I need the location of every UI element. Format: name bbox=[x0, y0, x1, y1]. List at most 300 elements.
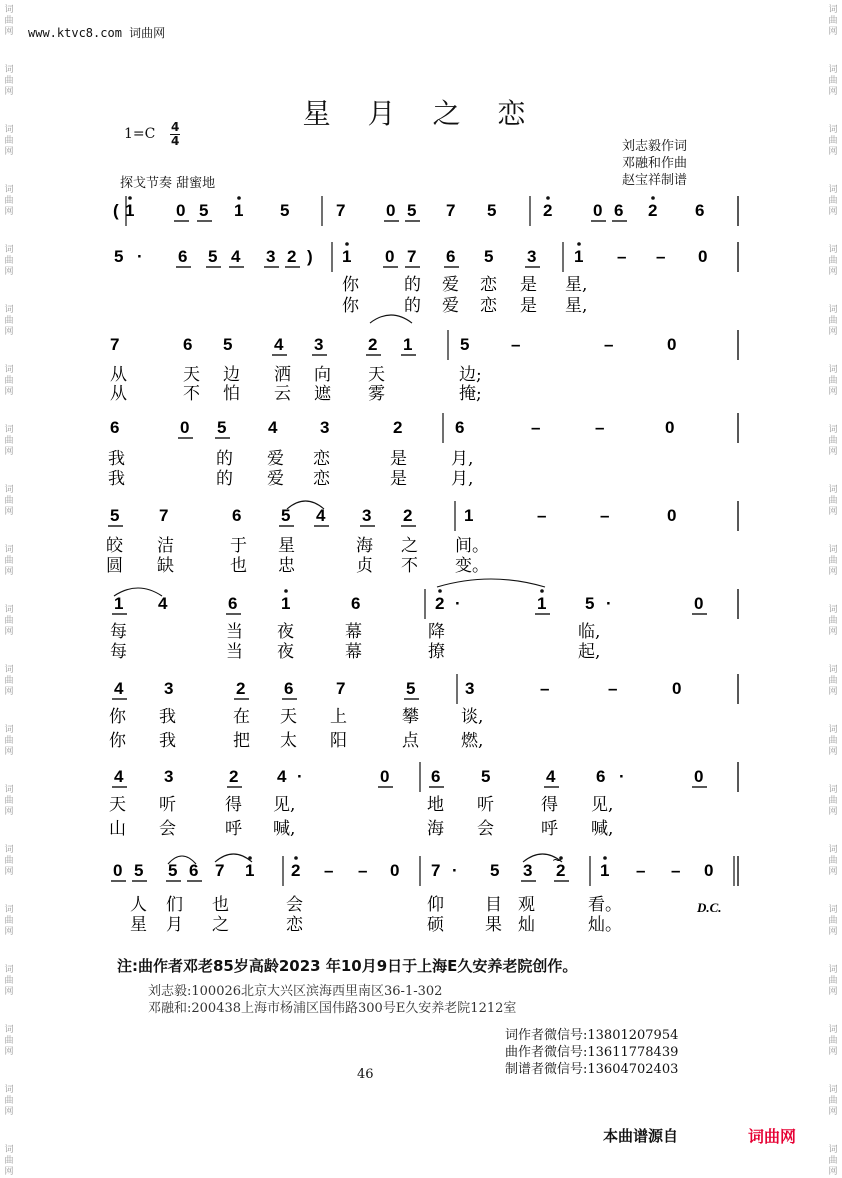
lyric: 是 bbox=[390, 449, 407, 469]
high-octave-dot bbox=[540, 589, 544, 593]
lyric: 果 bbox=[485, 915, 502, 935]
note: 1 bbox=[574, 247, 584, 266]
note: 0 bbox=[385, 247, 395, 266]
note: 3 bbox=[314, 335, 324, 354]
side-watermark-text: 词 曲 网 bbox=[4, 5, 14, 37]
lyric: 忠 bbox=[278, 556, 295, 576]
lyric: 降 bbox=[428, 622, 445, 642]
lyric: 喊, bbox=[591, 819, 614, 839]
side-watermark-text: 词 曲 网 bbox=[4, 905, 14, 937]
side-watermark-text: 词 曲 网 bbox=[828, 65, 838, 97]
lyric: 恋 bbox=[480, 296, 497, 316]
note: 1 bbox=[125, 201, 135, 220]
lyric: 爱 bbox=[442, 275, 459, 295]
note: – bbox=[636, 861, 646, 880]
side-watermark-text: 词 曲 网 bbox=[828, 485, 838, 517]
lyric: 的 bbox=[404, 275, 421, 295]
lyric: 喊, bbox=[273, 819, 296, 839]
lyric: 洁 bbox=[157, 536, 174, 556]
note: 5 bbox=[484, 247, 494, 266]
side-watermark-text: 词 曲 网 bbox=[4, 65, 14, 97]
wechat-composer: 曲作者微信号:13611778439 bbox=[505, 1045, 679, 1060]
side-watermark-text: 词 曲 网 bbox=[828, 185, 838, 217]
note: 3 bbox=[523, 861, 533, 880]
note: – bbox=[595, 418, 605, 437]
lyric: 恋 bbox=[286, 915, 303, 935]
note: · bbox=[452, 861, 458, 880]
note: 1 bbox=[234, 201, 244, 220]
lyric: 不 bbox=[183, 384, 200, 404]
lyric: 山 bbox=[109, 819, 126, 839]
note: 6 bbox=[228, 594, 238, 613]
note: 7 bbox=[215, 861, 225, 880]
note: 6 bbox=[178, 247, 188, 266]
note: 6 bbox=[189, 861, 199, 880]
lyric: 我 bbox=[159, 707, 176, 727]
note: 0 bbox=[694, 594, 704, 613]
side-watermark-text: 词 曲 网 bbox=[828, 125, 838, 157]
note: 1 bbox=[281, 594, 291, 613]
side-watermark-text: 词 曲 网 bbox=[4, 725, 14, 757]
lyric: 爱 bbox=[442, 296, 459, 316]
lyric: 起, bbox=[578, 642, 601, 662]
lyric: 幕 bbox=[345, 622, 362, 642]
lyric: 天 bbox=[183, 365, 200, 385]
lyric: 洒 bbox=[274, 365, 291, 385]
note: 4 bbox=[158, 594, 168, 613]
lyric: 边 bbox=[223, 365, 240, 385]
lyric: 从 bbox=[110, 384, 127, 404]
note: 5 bbox=[406, 679, 416, 698]
lyric: 太 bbox=[280, 731, 297, 751]
note: · bbox=[606, 594, 612, 613]
page-number: 46 bbox=[357, 1067, 374, 1082]
lyric: 恋 bbox=[313, 469, 330, 489]
song-title: 星 月 之 恋 bbox=[302, 97, 540, 130]
note: 3 bbox=[164, 679, 174, 698]
side-watermark-text: 词 曲 网 bbox=[4, 305, 14, 337]
side-watermark-text: 词 曲 网 bbox=[828, 845, 838, 877]
lyric: 于 bbox=[230, 536, 247, 556]
note: 5 bbox=[208, 247, 218, 266]
address-block bbox=[148, 983, 516, 1017]
note: 6 bbox=[431, 767, 441, 786]
side-watermark-text: 词 曲 网 bbox=[4, 1025, 14, 1057]
lyric: 观 bbox=[518, 895, 535, 915]
note: 2 bbox=[403, 506, 413, 525]
note: 6 bbox=[183, 335, 193, 354]
note: – bbox=[608, 679, 618, 698]
lyric: 圆 bbox=[106, 556, 123, 576]
lyric: 听 bbox=[477, 795, 494, 815]
lyric: 谈, bbox=[461, 707, 484, 727]
note: – bbox=[656, 247, 666, 266]
note: 0 bbox=[176, 201, 186, 220]
side-watermark-text: 词 曲 网 bbox=[828, 605, 838, 637]
note: 4 bbox=[114, 767, 124, 786]
lyric: 不 bbox=[401, 556, 418, 576]
note: 0 bbox=[593, 201, 603, 220]
note: 4 bbox=[546, 767, 556, 786]
note: 6 bbox=[596, 767, 606, 786]
note: 5 bbox=[481, 767, 491, 786]
brand-link[interactable]: 词曲网 bbox=[748, 1127, 797, 1146]
lyric: 的 bbox=[216, 469, 233, 489]
side-watermark-text: 词 曲 网 bbox=[4, 845, 14, 877]
lyric: 恋 bbox=[313, 449, 330, 469]
key-signature: 1=C bbox=[124, 126, 156, 142]
lyric: 星, bbox=[565, 296, 588, 316]
lyric: 幕 bbox=[345, 642, 362, 662]
note: 1 bbox=[245, 861, 255, 880]
note: · bbox=[619, 767, 625, 786]
note: 0 bbox=[665, 418, 675, 437]
lyric: 爱 bbox=[267, 449, 284, 469]
note: 5 bbox=[487, 201, 497, 220]
note: 1 bbox=[464, 506, 474, 525]
side-watermark-text: 词 曲 网 bbox=[4, 1145, 14, 1177]
note: · bbox=[137, 247, 143, 266]
note: – bbox=[671, 861, 681, 880]
lyric: 是 bbox=[520, 275, 537, 295]
side-watermark-text: 词 曲 网 bbox=[828, 785, 838, 817]
lyric: 星, bbox=[565, 275, 588, 295]
side-watermark-text: 词 曲 网 bbox=[828, 665, 838, 697]
lyric: 海 bbox=[427, 819, 444, 839]
lyric: 见, bbox=[591, 795, 614, 815]
note: 4 bbox=[231, 247, 241, 266]
slur bbox=[437, 579, 545, 587]
wechat-block bbox=[505, 1027, 678, 1078]
note: 5 bbox=[114, 247, 124, 266]
lyric: 临, bbox=[578, 622, 601, 642]
note: 1 bbox=[403, 335, 413, 354]
note: 2 bbox=[648, 201, 658, 220]
lyric: 是 bbox=[390, 469, 407, 489]
lyric: 撩 bbox=[428, 642, 445, 662]
lyric: 天 bbox=[368, 365, 385, 385]
note: 3 bbox=[164, 767, 174, 786]
lyric: 爱 bbox=[267, 469, 284, 489]
note: – bbox=[531, 418, 541, 437]
slur bbox=[370, 315, 412, 323]
side-watermark-text: 词 曲 网 bbox=[828, 425, 838, 457]
side-watermark-text: 词 曲 网 bbox=[4, 245, 14, 277]
lyric: 在 bbox=[233, 707, 250, 727]
note: 4 bbox=[274, 335, 284, 354]
lyric: 云 bbox=[274, 384, 291, 404]
lyric: 夜 bbox=[277, 622, 294, 642]
note: 7 bbox=[431, 861, 441, 880]
lyric: 们 bbox=[166, 895, 183, 915]
note: 6 bbox=[695, 201, 705, 220]
lyric: 会 bbox=[286, 895, 303, 915]
note: 3 bbox=[362, 506, 372, 525]
note: 4 bbox=[268, 418, 278, 437]
side-watermark-text: 词 曲 网 bbox=[4, 185, 14, 217]
note: 1 bbox=[537, 594, 547, 613]
note: 0 bbox=[180, 418, 190, 437]
note: 5 bbox=[281, 506, 291, 525]
note: – bbox=[324, 861, 334, 880]
note: · bbox=[455, 594, 461, 613]
lyric: 阳 bbox=[330, 731, 347, 751]
lyric: 的 bbox=[404, 296, 421, 316]
high-octave-dot bbox=[438, 589, 442, 593]
lyric: 遮 bbox=[314, 384, 331, 404]
note: 4 bbox=[277, 767, 287, 786]
lyric: 当 bbox=[226, 622, 243, 642]
high-octave-dot bbox=[577, 242, 581, 246]
side-watermark-text: 词 曲 网 bbox=[4, 785, 14, 817]
note: – bbox=[537, 506, 547, 525]
note: – bbox=[617, 247, 627, 266]
lyric: 间。 bbox=[455, 536, 489, 556]
site-header[interactable]: www.ktvc8.com 词曲网 bbox=[28, 26, 166, 40]
lyric: 雾 bbox=[368, 384, 385, 404]
dc-mark: D.C. bbox=[697, 900, 722, 915]
lyric: 恋 bbox=[480, 275, 497, 295]
note: – bbox=[604, 335, 614, 354]
lyric: 是 bbox=[520, 296, 537, 316]
note: 5 bbox=[280, 201, 290, 220]
address-composer: 邓融和:200438上海市杨浦区国伟路300号E久安养老院1212室 bbox=[148, 1001, 517, 1016]
lyric: 目 bbox=[485, 895, 502, 915]
high-octave-dot bbox=[294, 856, 298, 860]
note: · bbox=[297, 767, 303, 786]
lyric: 会 bbox=[159, 819, 176, 839]
lyric: 呼 bbox=[541, 819, 558, 839]
note: ( bbox=[113, 201, 119, 220]
note: 0 bbox=[667, 506, 677, 525]
note: 3 bbox=[465, 679, 475, 698]
lyric: 边; bbox=[459, 365, 482, 385]
lyric: 你 bbox=[109, 707, 126, 727]
time-signature-bottom: 4 bbox=[171, 134, 180, 148]
lyric: 我 bbox=[108, 449, 125, 469]
note: 0 bbox=[386, 201, 396, 220]
lyric: 当 bbox=[226, 642, 243, 662]
lyric: 人 bbox=[130, 895, 147, 915]
lyric: 见, bbox=[273, 795, 296, 815]
note: 6 bbox=[614, 201, 624, 220]
note: 2 bbox=[543, 201, 553, 220]
note: 5 bbox=[199, 201, 209, 220]
side-watermark-text: 词 曲 网 bbox=[828, 5, 838, 37]
side-watermark-text: 词 曲 网 bbox=[4, 425, 14, 457]
side-watermark-text: 词 曲 网 bbox=[828, 365, 838, 397]
note: 6 bbox=[284, 679, 294, 698]
high-octave-dot bbox=[284, 589, 288, 593]
lyric: 月 bbox=[166, 915, 183, 935]
lyric: 掩; bbox=[459, 384, 482, 404]
side-watermark-text: 词 曲 网 bbox=[828, 545, 838, 577]
side-watermark-text: 词 曲 网 bbox=[828, 725, 838, 757]
lyric: 贞 bbox=[356, 556, 373, 576]
lyric: 呼 bbox=[225, 819, 242, 839]
side-watermark-text: 词 曲 网 bbox=[828, 1145, 838, 1177]
lyric: 地 bbox=[427, 795, 444, 815]
note: 1 bbox=[114, 594, 124, 613]
note: 3 bbox=[527, 247, 537, 266]
lyric: 也 bbox=[230, 556, 247, 576]
wechat-arranger: 制谱者微信号:13604702403 bbox=[505, 1062, 679, 1077]
note: 7 bbox=[336, 201, 346, 220]
note: – bbox=[600, 506, 610, 525]
note: 2 bbox=[556, 861, 566, 880]
lyric: 仰 bbox=[427, 895, 444, 915]
note: ) bbox=[307, 247, 313, 266]
lyric: 星 bbox=[278, 536, 295, 556]
footnote: 注:曲作者邓老85岁高龄2023 年10月9日于上海E久安养老院创作。 bbox=[117, 957, 578, 975]
lyric: 向 bbox=[314, 365, 331, 385]
side-watermark-text: 词 曲 网 bbox=[828, 305, 838, 337]
lyric: 的 bbox=[216, 449, 233, 469]
side-watermark-text: 词 曲 网 bbox=[4, 125, 14, 157]
note: 4 bbox=[316, 506, 326, 525]
high-octave-dot bbox=[128, 196, 132, 200]
lyric: 缺 bbox=[157, 556, 174, 576]
note: 7 bbox=[407, 247, 417, 266]
ornament-mark: ~ bbox=[552, 853, 563, 867]
lyricist-credit: 刘志毅作词 bbox=[622, 139, 688, 154]
lyric: 攀 bbox=[402, 707, 419, 727]
lyric: 看。 bbox=[588, 895, 622, 915]
note: 6 bbox=[232, 506, 242, 525]
note: – bbox=[540, 679, 550, 698]
lyric: 天 bbox=[280, 707, 297, 727]
note: 3 bbox=[320, 418, 330, 437]
note: 5 bbox=[223, 335, 233, 354]
side-watermark-text: 词 曲 网 bbox=[828, 965, 838, 997]
high-octave-dot bbox=[651, 196, 655, 200]
high-octave-dot bbox=[237, 196, 241, 200]
tempo-style: 探戈节奏 甜蜜地 bbox=[120, 176, 216, 191]
note: 0 bbox=[390, 861, 400, 880]
note: 0 bbox=[704, 861, 714, 880]
wechat-lyricist: 词作者微信号:13801207954 bbox=[505, 1028, 679, 1043]
lyric: 得 bbox=[225, 795, 242, 815]
note: 0 bbox=[380, 767, 390, 786]
note: 0 bbox=[672, 679, 682, 698]
lyric: 每 bbox=[110, 642, 127, 662]
lyric: 之 bbox=[401, 536, 418, 556]
lyric: 每 bbox=[110, 622, 127, 642]
note: 7 bbox=[110, 335, 120, 354]
side-watermark-text: 词 曲 网 bbox=[828, 1025, 838, 1057]
side-watermark-text: 词 曲 网 bbox=[4, 545, 14, 577]
arranger-credit: 赵宝祥制谱 bbox=[622, 173, 688, 188]
lyric: 你 bbox=[342, 275, 359, 295]
note: 3 bbox=[266, 247, 276, 266]
note: 6 bbox=[110, 418, 120, 437]
note: 2 bbox=[368, 335, 378, 354]
note: 2 bbox=[229, 767, 239, 786]
lyric: 会 bbox=[477, 819, 494, 839]
note: 5 bbox=[460, 335, 470, 354]
note: 7 bbox=[446, 201, 456, 220]
high-octave-dot bbox=[345, 242, 349, 246]
lyric: 月, bbox=[451, 469, 474, 489]
note: 1 bbox=[600, 861, 610, 880]
address-lyricist: 刘志毅:100026北京大兴区滨海西里南区36-1-302 bbox=[148, 984, 443, 999]
composer-credit: 邓融和作曲 bbox=[622, 156, 688, 171]
note: 7 bbox=[159, 506, 169, 525]
lyric: 硕 bbox=[427, 915, 444, 935]
lyric: 夜 bbox=[277, 642, 294, 662]
lyric: 灿。 bbox=[588, 915, 622, 935]
lyric: 也 bbox=[212, 895, 229, 915]
lyric: 皎 bbox=[106, 536, 123, 556]
note: – bbox=[511, 335, 521, 354]
side-watermark-text: 词 曲 网 bbox=[828, 245, 838, 277]
lyric: 我 bbox=[108, 469, 125, 489]
lyric: 把 bbox=[233, 731, 250, 751]
lyric: 星 bbox=[130, 915, 147, 935]
lyric: 天 bbox=[109, 795, 126, 815]
note: 6 bbox=[351, 594, 361, 613]
lyric: 变。 bbox=[455, 556, 489, 576]
note: 5 bbox=[490, 861, 500, 880]
note: 5 bbox=[217, 418, 227, 437]
note: 6 bbox=[446, 247, 456, 266]
note: 5 bbox=[110, 506, 120, 525]
lyric: 我 bbox=[159, 731, 176, 751]
note: 2 bbox=[291, 861, 301, 880]
note: 5 bbox=[407, 201, 417, 220]
lyric: 你 bbox=[109, 731, 126, 751]
note: 2 bbox=[435, 594, 445, 613]
note: 5 bbox=[168, 861, 178, 880]
side-watermark-text: 词 曲 网 bbox=[4, 365, 14, 397]
lyric: 你 bbox=[342, 296, 359, 316]
lyric: 燃, bbox=[461, 731, 484, 751]
note: 7 bbox=[336, 679, 346, 698]
side-watermark-text: 词 曲 网 bbox=[4, 1085, 14, 1117]
lyric: 怕 bbox=[223, 384, 240, 404]
note: 1 bbox=[342, 247, 352, 266]
lyric: 得 bbox=[541, 795, 558, 815]
lyric: 之 bbox=[212, 915, 229, 935]
side-watermark-text: 词 曲 网 bbox=[828, 905, 838, 937]
note: 0 bbox=[667, 335, 677, 354]
side-watermark-text: 词 曲 网 bbox=[4, 605, 14, 637]
note: 2 bbox=[287, 247, 297, 266]
side-watermark-text: 词 曲 网 bbox=[4, 965, 14, 997]
note: 5 bbox=[134, 861, 144, 880]
side-watermark-text: 词 曲 网 bbox=[4, 485, 14, 517]
note: 2 bbox=[393, 418, 403, 437]
lyric: 点 bbox=[402, 731, 419, 751]
time-signature-top: 4 bbox=[171, 120, 180, 134]
note: 5 bbox=[585, 594, 595, 613]
note: 0 bbox=[698, 247, 708, 266]
lyric: 听 bbox=[159, 795, 176, 815]
lyric: 海 bbox=[356, 536, 373, 556]
lyric: 灿 bbox=[518, 915, 535, 935]
high-octave-dot bbox=[546, 196, 550, 200]
side-watermark-text: 词 曲 网 bbox=[828, 1085, 838, 1117]
note: 6 bbox=[455, 418, 465, 437]
source-label: 本曲谱源自 bbox=[603, 1127, 679, 1145]
lyric: 从 bbox=[110, 365, 127, 385]
note: 2 bbox=[236, 679, 246, 698]
note: 4 bbox=[114, 679, 124, 698]
note: – bbox=[358, 861, 368, 880]
lyric: 月, bbox=[451, 449, 474, 469]
note: 0 bbox=[113, 861, 123, 880]
high-octave-dot bbox=[603, 856, 607, 860]
